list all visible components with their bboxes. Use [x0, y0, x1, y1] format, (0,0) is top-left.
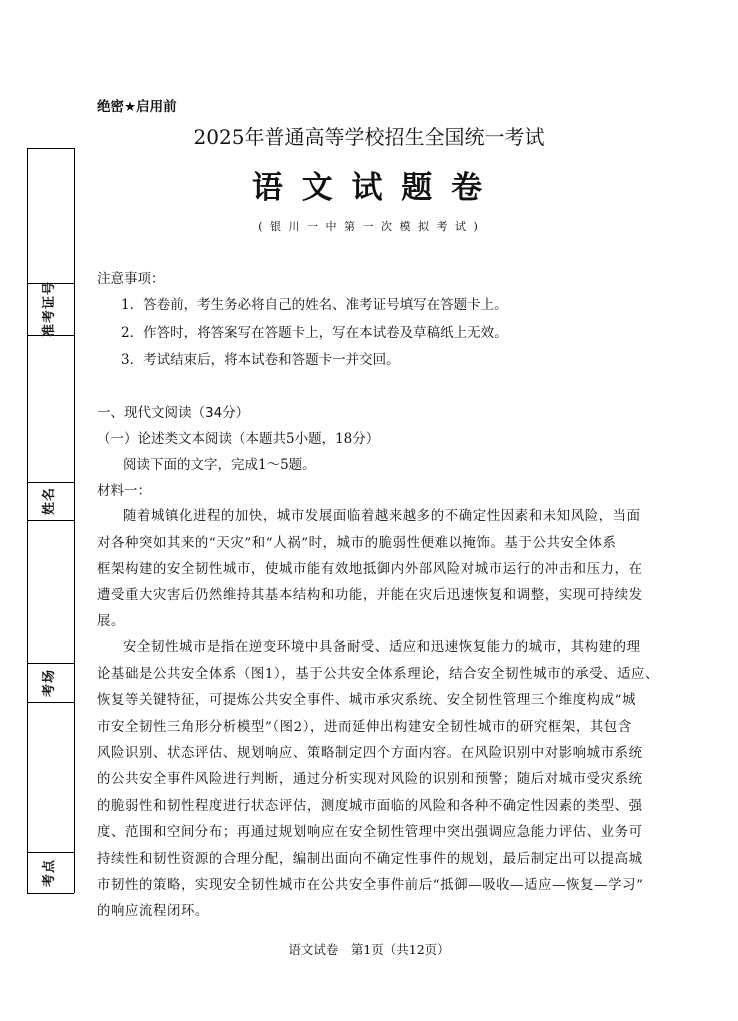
exam-room-label: 考场 [41, 668, 57, 697]
page-footer: 语文试卷 第1页（共12页） [288, 942, 450, 957]
paragraph-line: 持续性和韧性资源的合理分配，编制出面向不确定性事件的规划，最后制定出可以提高城 [97, 852, 643, 867]
paragraph-line: 市韧性的策略，实现安全韧性城市在公共安全事件前后“抵御—吸收—适应—恢复—学习” [97, 878, 644, 893]
exam-center-label: 考点 [41, 858, 57, 887]
exam-subtitle: ( 银 川 一 中 第 一 次 模 拟 考 试 ) [258, 220, 480, 233]
notice-item: 1．答卷前，考生务必将自己的姓名、准考证号填写在答题卡上。 [121, 297, 508, 313]
material-label: 材料一： [97, 483, 151, 499]
section-subheading: （一）论述类文本阅读（本题共5小题，18分） [97, 431, 380, 447]
paragraph-line: 框架构建的安全韧性城市，使城市能有效地抵御内外部风险对城市运行的冲击和压力，在 [97, 562, 643, 577]
paragraph-line: 遭受重大灾害后仍然维持其基本结构和功能，并能在灾后迅速恢复和调整，实现可持续发 [97, 588, 643, 603]
paragraph-line: 论基础是公共安全体系（图1），基于公共安全体系理论，结合安全韧性城市的承受、适应、 [97, 667, 660, 682]
paragraph-line: 的公共安全事件风险进行判断，通过分析实现对风险的识别和预警；随后对城市受灾系统 [97, 772, 643, 787]
paper-title: 语 文 试 题 卷 [251, 170, 487, 206]
paragraph-line: 随着城镇化进程的加快，城市发展面临着越来越多的不确定性因素和未知风险，当面 [123, 509, 641, 524]
exam-title: 2025年普通高等学校招生全国统一考试 [193, 125, 545, 149]
paragraph-line: 的脆弱性和韧性程度进行状态评估，测度城市面临的风险和各种不确定性因素的类型、强 [97, 799, 643, 814]
notices-title: 注意事项： [97, 271, 165, 287]
paragraph-line: 对各种突如其来的“天灾”和“人祸”时，城市的脆弱性便难以掩饰。基于公共安全体系 [97, 536, 617, 551]
reading-instruction: 阅读下面的文字，完成1～5题。 [123, 457, 316, 473]
exam-number-label: 准考证号 [42, 280, 58, 338]
paragraph-line: 风险识别、状态评估、规划响应、策略制定四个方面内容。在风险识别中对影响城市系统 [97, 746, 643, 761]
paragraph-line: 安全韧性城市是指在逆变环境中具备耐受、适应和迅速恢复能力的城市，其构建的理 [123, 640, 641, 655]
secret-mark: 绝密★启用前 [97, 99, 177, 115]
paragraph-line: 展。 [97, 614, 125, 629]
paragraph-line: 市安全韧性三角形分析模型”（图2），进而延伸出构建安全韧性城市的研究框架，其包含 [97, 720, 632, 735]
name-label: 姓名 [41, 486, 57, 516]
notice-item: 3．考试结束后，将本试卷和答题卡一并交回。 [121, 352, 400, 368]
paragraph-line: 的响应流程闭环。 [97, 904, 209, 919]
paragraph-line: 恢复等关键特征，可提炼公共安全事件、城市承灾系统、安全韧性管理三个维度构成“城 [97, 693, 637, 708]
notice-item: 2．作答时，将答案写在答题卡上，写在本试卷及草稿纸上无效。 [121, 325, 508, 341]
section-heading: 一、现代文阅读（34分） [97, 405, 250, 421]
paragraph-line: 度、范围和空间分布；再通过规划响应在安全韧性管理中突出强调应急能力评估、业务可 [97, 825, 643, 840]
